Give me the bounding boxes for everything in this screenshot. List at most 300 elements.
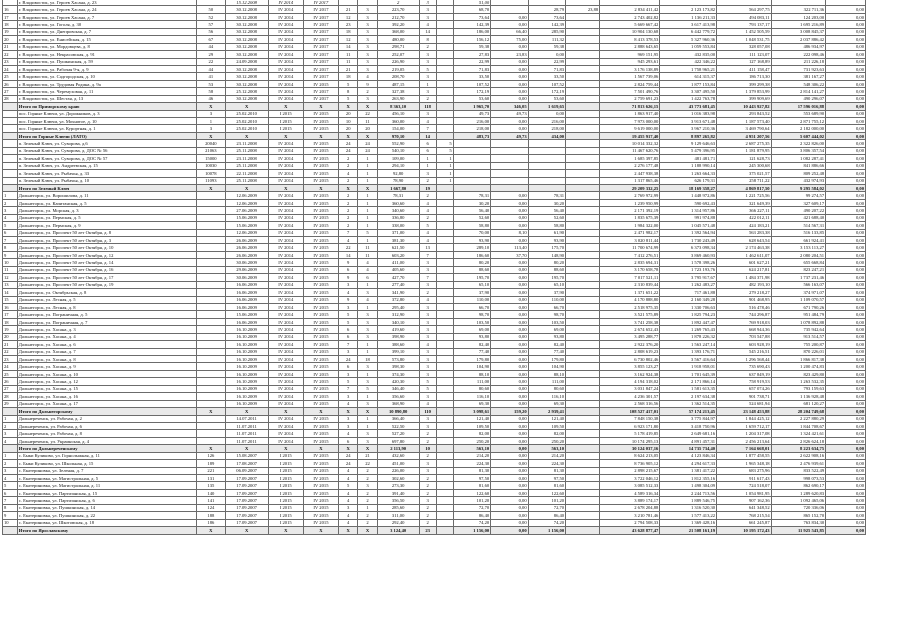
table-cell — [566, 184, 600, 191]
table-cell: 15.06.2009 — [225, 214, 268, 221]
table-cell: г. Владивосток, ул. Рабочая 9-я, д. 9 — [17, 65, 196, 72]
table-cell: 3 — [339, 370, 358, 377]
table-cell: 1 701 645,39 — [660, 370, 717, 377]
table-cell: IV 2017 — [303, 21, 338, 28]
table-cell: 1 — [358, 199, 377, 206]
table-cell: 208,70 — [377, 73, 419, 80]
table-cell: 2 — [419, 437, 436, 444]
table-cell — [436, 281, 453, 288]
table-cell: IV 2015 — [303, 266, 338, 273]
table-cell: 527,20 — [377, 430, 419, 437]
table-row — [3, 422, 866, 429]
table-cell: 3 — [339, 281, 358, 288]
table-cell: IV 2015 — [303, 110, 338, 117]
table-cell: IV 2015 — [303, 80, 338, 87]
table-cell: г. Владивосток, ул. Черемуховая, д. 11 — [17, 88, 196, 95]
table-cell: 6 730 802,46 — [600, 356, 660, 363]
table-cell: 1 078 892,88 — [771, 318, 826, 325]
table-cell: с. Екатериновка, ул. Партизанская, д. 6 — [17, 497, 196, 504]
table-cell — [436, 482, 453, 489]
table-cell: 0,00 — [491, 393, 528, 400]
table-cell: X — [303, 184, 338, 191]
table-cell: Дальнегорск, ул. Хасана, д. 15 — [17, 385, 196, 392]
table-cell: 681 120,27 — [771, 400, 826, 407]
table-cell: 8 363,10 — [377, 103, 419, 110]
table-cell — [566, 274, 600, 281]
table-cell: 3 — [358, 51, 377, 58]
table-cell: 108 527 417,01 — [600, 408, 660, 415]
table-row — [3, 80, 866, 87]
table-cell: IV 2017 — [303, 28, 338, 35]
table-cell: 1 844 425,12 — [717, 415, 772, 422]
table-cell: 1 685 397,85 — [600, 155, 660, 162]
table-cell: 9 — [3, 512, 18, 519]
table-cell: 0,00 — [826, 266, 866, 273]
table-cell: 411 158,47 — [717, 65, 772, 72]
table-cell: X — [303, 527, 338, 534]
table-cell — [453, 162, 490, 169]
table-cell: 3 008 845,37 — [771, 28, 826, 35]
table-cell: I 2015 — [268, 482, 303, 489]
table-cell: 0,00 — [826, 482, 866, 489]
table-cell: с. Быки Куликово, ул. Горнолыжная, д. 11 — [17, 452, 196, 459]
table-cell: 7 — [3, 497, 18, 504]
table-cell: 1 619,65 — [528, 103, 565, 110]
table-cell — [436, 244, 453, 251]
table-cell: 110 — [419, 408, 436, 415]
table-cell: 4 — [358, 73, 377, 80]
table-cell: 405,60 — [377, 266, 419, 273]
table-cell: 116,10 — [528, 393, 565, 400]
table-cell: IV 2014 — [268, 162, 303, 169]
table-cell: IV 2015 — [303, 229, 338, 236]
table-cell: 744 296,87 — [717, 311, 772, 318]
table-cell: 17.09.2007 — [225, 475, 268, 482]
table-cell: 1 878 226,32 — [660, 333, 717, 340]
table-cell: 1 262 483,27 — [660, 281, 717, 288]
table-cell: 58 — [197, 88, 225, 95]
table-cell: 49,73 — [491, 132, 528, 139]
table-cell: 156,12 — [453, 36, 490, 43]
table-cell: X — [268, 445, 303, 452]
table-cell — [3, 140, 18, 147]
table-cell: IV 2017 — [303, 65, 338, 72]
table-cell: 218,00 — [453, 125, 490, 132]
table-cell — [436, 333, 453, 340]
table-cell: 28,79 — [528, 6, 565, 13]
table-cell: 0,00 — [491, 259, 528, 266]
table-cell: 37,90 — [528, 289, 565, 296]
table-cell: 420,30 — [377, 378, 419, 385]
table-cell: IV 2015 — [303, 162, 338, 169]
table-cell — [491, 170, 528, 177]
table-cell: 1 918 958,01 — [660, 363, 717, 370]
table-cell: 2 — [419, 452, 436, 459]
table-cell: 0,00 — [826, 326, 866, 333]
table-cell: 545 216,51 — [717, 348, 772, 355]
table-cell: 3 889 174,17 — [600, 497, 660, 504]
table-cell: 793 159,63 — [771, 385, 826, 392]
table-cell: 10078 — [197, 170, 225, 177]
table-cell: 20 — [3, 36, 18, 43]
table-cell: X — [339, 445, 358, 452]
table-cell: 360,00 — [377, 118, 419, 125]
table-cell: 121,40 — [453, 415, 490, 422]
table-cell — [197, 385, 225, 392]
table-cell: 77,40 — [528, 348, 565, 355]
table-cell: 22 — [358, 110, 377, 117]
table-cell: 0,00 — [826, 415, 866, 422]
table-cell: 21063 — [197, 147, 225, 154]
table-cell: IV 2015 — [303, 259, 338, 266]
table-cell: 263,90 — [377, 95, 419, 102]
table-cell: 80,60 — [453, 385, 490, 392]
table-cell: п. Зеленый Ключ, ул. Суворова, д.6 — [17, 140, 196, 147]
table-cell: 2 — [419, 289, 436, 296]
table-row — [3, 460, 866, 467]
table-cell — [3, 155, 18, 162]
table-cell: 2 — [419, 177, 436, 184]
table-row — [3, 140, 866, 147]
table-cell: Дальнегорск, ул. Проспект 50 лет Октября, д. 3 — [17, 237, 196, 244]
table-cell: 360,60 — [377, 199, 419, 206]
table-cell: X — [268, 132, 303, 139]
table-cell: IV 2014 — [268, 281, 303, 288]
table-cell: 2 — [419, 214, 436, 221]
table-cell: IV 2014 — [268, 222, 303, 229]
table-cell: 3 — [358, 333, 377, 340]
table-row — [3, 318, 866, 325]
table-cell: 33,50 — [528, 73, 565, 80]
table-cell: 20040 — [197, 140, 225, 147]
table-cell: 5 669 667,42 — [600, 21, 660, 28]
table-cell: 3 — [419, 0, 436, 6]
table-cell: I 2015 — [268, 125, 303, 132]
table-cell — [566, 489, 600, 496]
table-cell: 8 413 378,53 — [600, 36, 660, 43]
table-cell: 179,80 — [528, 356, 565, 363]
table-cell — [436, 504, 453, 511]
table-cell: Дальнегорск, ул. Капитанская, д. 5 — [17, 199, 196, 206]
table-cell: 516 478,46 — [717, 303, 772, 310]
table-cell: 71,83 — [528, 65, 565, 72]
table-cell: 2 080 204,51 — [771, 251, 826, 258]
table-cell: 75,00 — [491, 36, 528, 43]
table-cell: 809 252,48 — [771, 170, 826, 177]
table-cell: 226,90 — [377, 58, 419, 65]
table-cell: 3 — [358, 36, 377, 43]
table-cell — [436, 415, 453, 422]
table-cell: IV 2015 — [303, 244, 338, 251]
table-cell: 2 227 880,29 — [771, 415, 826, 422]
table-cell: 4 — [419, 400, 436, 407]
table-cell: 69,30 — [453, 400, 490, 407]
table-cell: 7 501 490,76 — [600, 88, 660, 95]
table-cell: 1 188 990,14 — [660, 162, 717, 169]
table-cell: 11.07.2011 — [225, 430, 268, 437]
table-cell: 641 348,52 — [717, 504, 772, 511]
table-cell: 285,90 — [528, 28, 565, 35]
table-cell: 78,31 — [453, 192, 490, 199]
table-cell: 21 — [358, 452, 377, 459]
table-cell: 1 136 928,48 — [771, 393, 826, 400]
table-cell: 8,10 — [491, 229, 528, 236]
table-cell: 18 — [339, 28, 358, 35]
table-cell — [3, 132, 18, 139]
table-cell: 30.12.2008 — [225, 95, 268, 102]
table-cell: 3 — [339, 393, 358, 400]
table-cell: 16.10.2009 — [225, 356, 268, 363]
table-row — [3, 13, 866, 20]
table-cell — [3, 527, 18, 534]
table-cell: 0,00 — [491, 118, 528, 125]
table-cell: Дальнегорск, ул. Хасана, д. 10 — [17, 370, 196, 377]
table-cell — [566, 65, 600, 72]
table-cell — [197, 430, 225, 437]
table-cell: 19 — [3, 326, 18, 333]
subtotal-row — [3, 132, 866, 139]
table-cell: 5 — [339, 80, 358, 87]
table-cell: 0,00 — [491, 348, 528, 355]
table-cell: 0,00 — [491, 192, 528, 199]
table-cell: 2 447 938,38 — [600, 170, 660, 177]
table-cell — [436, 110, 453, 117]
table-cell: 0,00 — [491, 482, 528, 489]
table-cell: г. Владивосток, ул. Садгородская, д. 10 — [17, 73, 196, 80]
table-cell: IV 2015 — [303, 482, 338, 489]
table-cell — [197, 415, 225, 422]
table-cell: 0,00 — [826, 80, 866, 87]
table-cell: 111,32 — [528, 36, 565, 43]
table-cell — [566, 199, 600, 206]
table-cell: IV 2014 — [268, 311, 303, 318]
table-cell: 1 — [419, 162, 436, 169]
table-cell: 30 124 037,16 — [600, 445, 660, 452]
table-row — [3, 147, 866, 154]
subtotal-row — [3, 445, 866, 452]
table-cell: 14 — [3, 289, 18, 296]
table-cell: 3 — [419, 393, 436, 400]
table-cell: 1 330 706,63 — [660, 303, 717, 310]
table-cell: 0,00 — [826, 303, 866, 310]
table-cell: IV 2017 — [303, 36, 338, 43]
table-cell: IV 2014 — [268, 303, 303, 310]
table-cell: 69,00 — [528, 326, 565, 333]
table-cell: 219,05 — [377, 65, 419, 72]
table-cell: 69,00 — [453, 326, 490, 333]
table-cell: 15000 — [197, 155, 225, 162]
table-cell — [566, 303, 600, 310]
table-cell: 8 — [419, 36, 436, 43]
table-cell: 4 869 817,50 — [717, 184, 772, 191]
table-cell: 93,80 — [528, 333, 565, 340]
table-cell: IV 2015 — [303, 326, 338, 333]
table-cell: 289,10 — [453, 244, 490, 251]
table-row — [3, 259, 866, 266]
table-cell: 0,00 — [491, 527, 528, 534]
table-cell: X — [197, 445, 225, 452]
table-cell — [436, 363, 453, 370]
table-cell: X — [225, 408, 268, 415]
table-cell: 7 848 150,38 — [600, 415, 660, 422]
table-cell: 3 — [358, 326, 377, 333]
table-cell: п. Зеленый Ключ, ул. Суворова, д. ДОС № 57 — [17, 155, 196, 162]
table-cell: 0,00 — [826, 214, 866, 221]
table-cell: 10 014 332,32 — [600, 140, 660, 147]
table-row — [3, 21, 866, 28]
table-cell — [566, 281, 600, 288]
table-cell: 1 730 243,49 — [660, 237, 717, 244]
table-cell: 998 073,53 — [771, 475, 826, 482]
table-cell: 9 — [339, 296, 358, 303]
table-cell: 18 169 358,27 — [660, 184, 717, 191]
table-cell: 24 — [358, 140, 377, 147]
table-cell: 124 203,00 — [771, 13, 826, 20]
table-cell: 1 578 398,26 — [660, 259, 717, 266]
table-cell: 0,00 — [826, 318, 866, 325]
table-cell: пос. Горные Ключи, ул. Дорожников, д. 3 — [17, 110, 196, 117]
table-cell: 23 148 453,88 — [717, 408, 772, 415]
table-cell: 661 924,41 — [771, 237, 826, 244]
table-row — [3, 326, 866, 333]
table-cell: 0,00 — [826, 452, 866, 459]
table-cell: 250,20 — [528, 437, 565, 444]
table-cell: 18 — [3, 21, 18, 28]
table-cell: 11 925 543,85 — [771, 527, 826, 534]
table-cell: 17.09.2007 — [225, 489, 268, 496]
table-cell: 0,00 — [826, 28, 866, 35]
table-cell — [3, 170, 18, 177]
table-cell: IV 2014 — [268, 51, 303, 58]
table-cell: 3 967 210,36 — [660, 125, 717, 132]
table-cell: 0,00 — [826, 467, 866, 474]
table-cell: 10 — [3, 259, 18, 266]
table-cell: 516 133,85 — [771, 229, 826, 236]
table-cell: IV 2014 — [268, 266, 303, 273]
table-cell: 222 098,46 — [771, 51, 826, 58]
table-cell: 80,20 — [453, 259, 490, 266]
table-cell — [436, 400, 453, 407]
table-cell: X — [339, 132, 358, 139]
table-cell — [566, 289, 600, 296]
table-cell: 0,00 — [491, 65, 528, 72]
table-cell: 6 — [339, 333, 358, 340]
table-cell: 67 — [197, 36, 225, 43]
table-cell — [3, 177, 18, 184]
table-cell: X — [268, 103, 303, 110]
table-cell: 1 317 865,46 — [600, 177, 660, 184]
table-cell: 0,00 — [826, 341, 866, 348]
table-cell: 2 — [419, 430, 436, 437]
table-cell: 22 — [339, 244, 358, 251]
table-row — [3, 229, 866, 236]
table-cell — [197, 281, 225, 288]
table-cell: 14 — [419, 132, 436, 139]
table-cell: 0,00 — [528, 51, 565, 58]
table-cell — [436, 348, 453, 355]
table-cell: IV 2014 — [268, 370, 303, 377]
table-cell: 0,00 — [826, 170, 866, 177]
table-cell: 2 — [419, 504, 436, 511]
table-cell: 43 628 877,47 — [600, 527, 660, 534]
table-row — [3, 452, 866, 459]
table-cell: 1 — [3, 192, 18, 199]
table-cell: 1 059 553,84 — [660, 43, 717, 50]
table-cell: 1 965 348,18 — [717, 460, 772, 467]
table-cell: 21 — [3, 43, 18, 50]
table-row — [3, 65, 866, 72]
table-cell: 122,60 — [528, 489, 565, 496]
table-cell: 16.10.2009 — [225, 400, 268, 407]
table-cell: 1 324 421,61 — [771, 430, 826, 437]
table-cell — [3, 118, 18, 125]
table-cell: 1 045 571,48 — [660, 222, 717, 229]
table-cell: 65,10 — [453, 281, 490, 288]
table-cell: 93,90 — [528, 237, 565, 244]
table-cell: 490 296,07 — [771, 95, 826, 102]
table-cell: 24 — [339, 452, 358, 459]
table-cell: 432,60 — [377, 452, 419, 459]
table-cell: 293 843,52 — [717, 110, 772, 117]
table-cell: Дальнереченск, ул. Украинская, д. 4 — [17, 437, 196, 444]
table-cell: 189 — [197, 460, 225, 467]
table-cell: 0,00 — [826, 519, 866, 526]
table-cell: 1 379 853,99 — [717, 88, 772, 95]
table-cell: 5 — [358, 229, 377, 236]
table-cell — [566, 348, 600, 355]
table-cell — [566, 222, 600, 229]
table-cell: 0,00 — [826, 229, 866, 236]
table-cell: 14.07.2011 — [225, 415, 268, 422]
table-cell — [197, 199, 225, 206]
table-cell — [436, 229, 453, 236]
table-cell: 1 204 317,08 — [717, 430, 772, 437]
table-cell: 11 467 620,76 — [600, 147, 660, 154]
table-cell: IV 2015 — [303, 489, 338, 496]
table-cell: 0,00 — [491, 356, 528, 363]
table-cell — [453, 170, 490, 177]
table-row — [3, 489, 866, 496]
table-cell: 20 — [339, 125, 358, 132]
table-cell: 0,00 — [491, 222, 528, 229]
table-cell: 8 897 265,82 — [660, 132, 717, 139]
table-cell: Дальнереченск, ул. Рабочая, д. 6 — [17, 422, 196, 429]
table-cell: X — [225, 445, 268, 452]
table-cell: 0,00 — [826, 155, 866, 162]
table-cell: 59,38 — [528, 43, 565, 50]
table-cell: 422 346,22 — [660, 58, 717, 65]
table-cell: 12.06.2009 — [225, 199, 268, 206]
table-cell: 0,00 — [826, 6, 866, 13]
table-cell: 427,70 — [377, 274, 419, 281]
table-cell: 186 — [197, 519, 225, 526]
table-cell: IV 2015 — [303, 348, 338, 355]
table-cell: 1 239 950,99 — [600, 199, 660, 206]
table-cell: 374 971,07 — [771, 289, 826, 296]
table-cell — [566, 512, 600, 519]
table-cell: 4 — [358, 266, 377, 273]
table-cell: Дальнегорск, ул. Проспект 50 лет Октября, д. 16 — [17, 266, 196, 273]
table-cell: 724 518,07 — [717, 482, 772, 489]
table-cell: 0,00 — [491, 430, 528, 437]
table-cell: 0,00 — [826, 437, 866, 444]
table-cell: 628 643,54 — [717, 237, 772, 244]
table-cell: 78,31 — [377, 192, 419, 199]
table-cell: 1 965,70 — [453, 103, 490, 110]
table-cell: 911 617,43 — [717, 475, 772, 482]
table-cell: 3 — [419, 318, 436, 325]
table-cell: 3 567 416,64 — [660, 356, 717, 363]
